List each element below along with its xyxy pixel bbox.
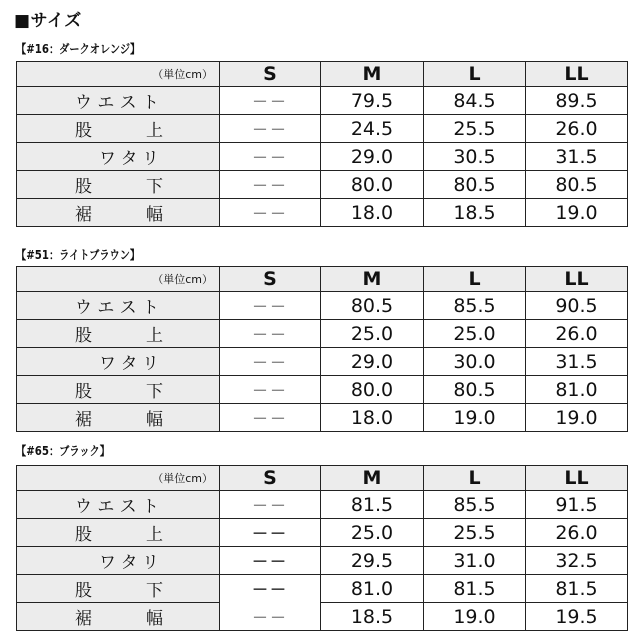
- value-cell-l: 25.5: [424, 115, 526, 143]
- size-header-m: M: [321, 62, 424, 87]
- size-header-s: S: [220, 267, 321, 292]
- value-cell-ll: 26.0: [526, 115, 628, 143]
- size-header-m: M: [321, 267, 424, 292]
- page-title: ■サイズ: [14, 11, 82, 31]
- value-cell-s: －－: [220, 519, 321, 547]
- table-row: [17, 199, 628, 227]
- value-cell-s: －－: [220, 171, 321, 199]
- row-label-char: ト: [141, 497, 159, 517]
- table-row: [17, 115, 628, 143]
- value-cell-m: 79.5: [321, 87, 424, 115]
- value-cell-l: 25.0: [424, 320, 526, 348]
- value-cell-l: 30.0: [424, 348, 526, 376]
- table-row: [17, 292, 628, 320]
- size-header-m: M: [321, 466, 424, 491]
- value-cell-ll: 19.0: [526, 199, 628, 227]
- unit-label: （単位cm）: [17, 466, 220, 491]
- color-label-light-brown: 【#51：ライトブラウン】: [16, 248, 141, 262]
- row-label-char: エ: [97, 497, 115, 517]
- value-cell-l: 19.0: [424, 603, 526, 631]
- table-row: [17, 575, 628, 603]
- value-cell-ll: 81.0: [526, 376, 628, 404]
- value-cell-l: 18.5: [424, 199, 526, 227]
- row-label: [17, 348, 220, 376]
- table-row: [17, 348, 628, 376]
- value-cell-l: 30.5: [424, 143, 526, 171]
- size-header-ll: LL: [526, 62, 628, 87]
- size-header-ll: LL: [526, 267, 628, 292]
- row-label-char: 股: [75, 121, 92, 141]
- row-label-char: 上: [146, 525, 163, 545]
- row-label-char: リ: [142, 354, 159, 374]
- value-cell-ll: 80.5: [526, 171, 628, 199]
- value-cell-m: 25.0: [321, 320, 424, 348]
- value-cell-ll: 81.5: [526, 575, 628, 603]
- size-header-l: L: [424, 466, 526, 491]
- row-label-char: ワ: [99, 354, 116, 374]
- row-label: [17, 199, 220, 227]
- value-cell-ll: 19.5: [526, 603, 628, 631]
- row-label-char: 下: [146, 581, 163, 601]
- value-cell-s: －－: [220, 575, 321, 603]
- value-cell-ll: 31.5: [526, 143, 628, 171]
- row-label-char: 股: [75, 581, 92, 601]
- table-row: [17, 519, 628, 547]
- size-table-black: [16, 465, 628, 631]
- row-label-char: 股: [75, 177, 92, 197]
- value-cell-s: －－: [220, 292, 321, 320]
- row-label-char: ス: [119, 497, 137, 517]
- value-cell-s: －－: [220, 603, 321, 631]
- value-cell-s: －－: [220, 87, 321, 115]
- row-label-char: 下: [146, 177, 163, 197]
- row-label-char: 裾: [75, 410, 92, 430]
- value-cell-s: －－: [220, 547, 321, 575]
- row-label-char: ワ: [99, 149, 116, 169]
- size-header-ll: LL: [526, 466, 628, 491]
- size-table-dark-orange: [16, 61, 628, 227]
- value-cell-m: 18.5: [321, 603, 424, 631]
- row-label: [17, 519, 220, 547]
- row-label-char: 裾: [75, 609, 92, 629]
- row-label-char: タ: [120, 149, 138, 169]
- table-header-row: [17, 267, 628, 292]
- value-cell-ll: 19.0: [526, 404, 628, 432]
- row-label-char: 幅: [146, 609, 163, 629]
- table-row: [17, 171, 628, 199]
- row-label: [17, 143, 220, 171]
- row-label: [17, 575, 220, 603]
- value-cell-ll: 89.5: [526, 87, 628, 115]
- value-cell-ll: 91.5: [526, 491, 628, 519]
- value-cell-m: 29.0: [321, 348, 424, 376]
- row-label: [17, 547, 220, 575]
- size-table-light-brown: [16, 266, 628, 432]
- value-cell-l: 85.5: [424, 292, 526, 320]
- value-cell-ll: 26.0: [526, 519, 628, 547]
- row-label: [17, 491, 220, 519]
- row-label-char: 裾: [75, 205, 92, 225]
- row-label-char: 幅: [146, 410, 163, 430]
- row-label-char: ウ: [75, 93, 92, 113]
- value-cell-l: 85.5: [424, 491, 526, 519]
- value-cell-m: 29.0: [321, 143, 424, 171]
- value-cell-m: 18.0: [321, 199, 424, 227]
- value-cell-s: －－: [220, 115, 321, 143]
- table-row: [17, 603, 628, 631]
- row-label-char: ス: [119, 93, 137, 113]
- value-cell-l: 80.5: [424, 171, 526, 199]
- row-label: [17, 87, 220, 115]
- value-cell-ll: 90.5: [526, 292, 628, 320]
- value-cell-ll: 32.5: [526, 547, 628, 575]
- row-label-char: 股: [75, 382, 92, 402]
- table-row: [17, 143, 628, 171]
- size-header-s: S: [220, 62, 321, 87]
- row-label: [17, 376, 220, 404]
- unit-label: （単位cm）: [17, 62, 220, 87]
- row-label-char: ト: [141, 298, 159, 318]
- table-row: [17, 376, 628, 404]
- value-cell-s: －－: [220, 491, 321, 519]
- color-label-dark-orange: 【#16：ダークオレンジ】: [16, 42, 141, 56]
- value-cell-m: 80.5: [321, 292, 424, 320]
- value-cell-l: 84.5: [424, 87, 526, 115]
- row-label-char: 股: [75, 525, 92, 545]
- value-cell-s: －－: [220, 143, 321, 171]
- unit-label: （単位cm）: [17, 267, 220, 292]
- table-header-row: [17, 466, 628, 491]
- row-label-char: 下: [146, 382, 163, 402]
- size-header-l: L: [424, 62, 526, 87]
- row-label: [17, 320, 220, 348]
- value-cell-m: 24.5: [321, 115, 424, 143]
- row-label: [17, 115, 220, 143]
- value-cell-ll: 26.0: [526, 320, 628, 348]
- size-header-l: L: [424, 267, 526, 292]
- value-cell-l: 31.0: [424, 547, 526, 575]
- row-label: [17, 171, 220, 199]
- row-label-char: エ: [97, 298, 115, 318]
- value-cell-s: －－: [220, 348, 321, 376]
- value-cell-ll: 31.5: [526, 348, 628, 376]
- value-cell-m: 80.0: [321, 376, 424, 404]
- value-cell-m: 25.0: [321, 519, 424, 547]
- table-row: [17, 404, 628, 432]
- row-label: [17, 404, 220, 432]
- value-cell-s: －－: [220, 320, 321, 348]
- value-cell-m: 81.5: [321, 491, 424, 519]
- value-cell-s: －－: [220, 404, 321, 432]
- row-label-char: リ: [142, 553, 159, 573]
- row-label-char: ス: [119, 298, 137, 318]
- row-label-char: リ: [142, 149, 159, 169]
- row-label-char: 上: [146, 121, 163, 141]
- table-header-row: [17, 62, 628, 87]
- value-cell-s: －－: [220, 199, 321, 227]
- table-row: [17, 547, 628, 575]
- value-cell-l: 25.5: [424, 519, 526, 547]
- value-cell-l: 81.5: [424, 575, 526, 603]
- row-label-char: ト: [141, 93, 159, 113]
- row-label-char: ワ: [99, 553, 116, 573]
- value-cell-m: 29.5: [321, 547, 424, 575]
- size-header-s: S: [220, 466, 321, 491]
- row-label-char: タ: [120, 553, 138, 573]
- row-label-char: ウ: [75, 497, 92, 517]
- value-cell-l: 80.5: [424, 376, 526, 404]
- row-label-char: 幅: [146, 205, 163, 225]
- color-label-black: 【#65：ブラック】: [16, 444, 110, 458]
- table-row: [17, 491, 628, 519]
- row-label: [17, 603, 220, 631]
- table-row: [17, 87, 628, 115]
- row-label-char: エ: [97, 93, 115, 113]
- row-label-char: 股: [75, 326, 92, 346]
- value-cell-m: 18.0: [321, 404, 424, 432]
- value-cell-s: －－: [220, 376, 321, 404]
- row-label-char: ウ: [75, 298, 92, 318]
- row-label-char: 上: [146, 326, 163, 346]
- row-label-char: タ: [120, 354, 138, 374]
- value-cell-m: 80.0: [321, 171, 424, 199]
- table-row: [17, 320, 628, 348]
- value-cell-m: 81.0: [321, 575, 424, 603]
- row-label: [17, 292, 220, 320]
- value-cell-l: 19.0: [424, 404, 526, 432]
